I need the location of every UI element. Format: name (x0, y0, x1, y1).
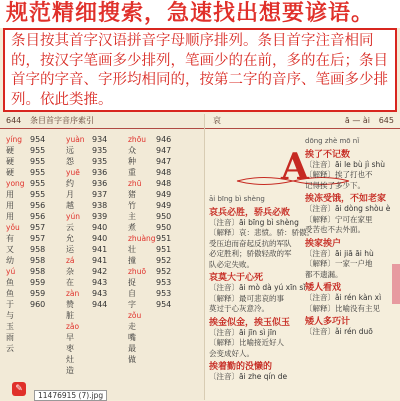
index-entry: 943 (92, 278, 108, 287)
index-entry: 于 (6, 300, 14, 309)
index-pinyin: yuē (66, 168, 80, 177)
index-entry: 越 (66, 201, 74, 210)
index-entry: 云 (66, 223, 74, 232)
index-entry: 942 (92, 267, 108, 276)
index-entry: 936 (92, 179, 108, 188)
index-pinyin: yíng (6, 135, 23, 144)
index-pinyin: zá (66, 256, 75, 265)
index-entry: 955 (30, 146, 46, 155)
left-page-number: 644 (6, 116, 22, 125)
book-spread (0, 114, 400, 400)
index-entry: 958 (30, 245, 46, 254)
index-entry: 946 (156, 135, 172, 144)
index-entry: 948 (156, 168, 172, 177)
index-entry: 954 (156, 300, 172, 309)
index-pinyin: zǎo (66, 322, 80, 331)
section-letter: A (281, 146, 309, 188)
index-entry: 早 (66, 333, 74, 342)
index-entry: 硬 (6, 157, 14, 166)
index-entry: 脏 (66, 311, 74, 320)
index-entry: 956 (30, 212, 46, 221)
index-entry: 958 (30, 256, 46, 265)
index-entry: 948 (156, 179, 172, 188)
pencil-icon: ✎ (12, 382, 26, 396)
left-page-index (0, 114, 205, 400)
index-entry: 947 (156, 157, 172, 166)
index-entry: 938 (92, 201, 108, 210)
index-entry: 934 (92, 135, 108, 144)
ordering-rules-note: 条目按其首字汉语拼音字母顺序排列。条目首字注音相同的，按汉字笔画多少排列，笔画少的在前，多的在后；条目首字的字音、字形均相同的，按第二字的音序、笔画多少排列。依此类推。 (3, 28, 397, 112)
index-entry: 最 (128, 344, 136, 353)
index-entry: 硬 (6, 168, 14, 177)
index-entry: 943 (92, 289, 108, 298)
index-entry: 重 (128, 168, 136, 177)
entry-text: 〔注音〕āi bīng bì shèng (209, 217, 299, 227)
entry-text: 〔注音〕ǎi rén kàn xì (305, 293, 382, 302)
pinyin-line: āi bīng bì shèng (209, 195, 265, 203)
index-entry: 949 (156, 190, 172, 199)
index-entry: 940 (92, 223, 108, 232)
index-pinyin: yǒu (6, 223, 20, 232)
index-entry: 956 (30, 201, 46, 210)
index-entry: 957 (30, 223, 46, 232)
index-entry: 煮 (128, 223, 136, 232)
index-entry: 鱼 (6, 278, 14, 287)
index-column (128, 134, 158, 365)
index-entry: 幼 (6, 256, 14, 265)
index-pinyin: yú (6, 267, 16, 276)
index-entry: 玉 (6, 322, 14, 331)
index-entry: 自 (128, 289, 136, 298)
index-entry: 951 (156, 245, 172, 254)
entry-text: 〔注音〕āi mò dà yú xīn sǐ (209, 283, 306, 292)
index-entry: 字 (128, 300, 136, 309)
entry-text: 受压迫而奋起反抗的军队 (209, 238, 292, 248)
index-entry: 赞 (66, 300, 74, 309)
proverb-heading: 挨家挨户 (305, 238, 342, 249)
index-entry: 众 (128, 146, 136, 155)
index-entry: 云 (6, 344, 14, 353)
entry-text: 队必定失败。 (209, 259, 254, 269)
index-entry: 猪 (128, 190, 136, 199)
index-entry: 953 (156, 278, 172, 287)
index-pinyin: zhū (128, 179, 142, 188)
index-column (30, 134, 60, 310)
index-entry: 955 (30, 168, 46, 177)
entry-text: 〔解释〕一家一户地 (305, 259, 373, 268)
entry-text: 会变成好人。 (209, 348, 254, 358)
index-entry: 958 (30, 267, 46, 276)
entry-text: 记得挨了多少下。 (305, 180, 365, 190)
index-entry: 935 (92, 157, 108, 166)
index-entry: 远 (66, 146, 74, 155)
index-pinyin: yuàn (66, 135, 85, 144)
index-entry: 952 (156, 267, 172, 276)
index-entry: 用 (6, 190, 14, 199)
index-entry: 950 (156, 212, 172, 221)
index-pinyin: zhuàng (128, 234, 156, 243)
index-entry: 鱼 (6, 289, 14, 298)
index-entry: 955 (30, 179, 46, 188)
index-entry: 在 (66, 278, 74, 287)
proverb-heading: 挨冻受饿，不如老家 (305, 194, 387, 204)
index-entry: 937 (92, 190, 108, 199)
proverb-heading: 哀莫大于心死 (209, 273, 264, 283)
index-entry: 939 (92, 212, 108, 221)
index-entry: 955 (30, 190, 46, 199)
index-entry: 捉 (128, 278, 136, 287)
index-entry: 枣 (66, 344, 74, 353)
right-page-entries (205, 114, 400, 400)
index-pinyin: zàn (66, 289, 80, 298)
index-entry: 竹 (128, 201, 136, 210)
index-entry: 955 (30, 157, 46, 166)
letter-range: ā — ài (344, 116, 370, 125)
proverb-heading: 挨了不记数 (305, 149, 351, 160)
index-entry: 954 (30, 135, 46, 144)
index-entry: 941 (92, 245, 108, 254)
entry-text: 〔注音〕āi le bù jì shù (305, 159, 386, 169)
index-entry: 959 (30, 289, 46, 298)
index-entry: 嘴 (128, 333, 136, 342)
entry-text: 〔解释〕宁可在家里 (305, 214, 373, 224)
index-pinyin: zhuō (128, 267, 147, 276)
index-entry: 936 (92, 168, 108, 177)
proverb-heading: 挨金似金，挨玉似玉 (209, 317, 291, 328)
index-pinyin: yong (6, 179, 25, 188)
filename-badge: 11476915 (7).jpg (34, 390, 107, 401)
index-entry: 杂 (66, 267, 74, 276)
index-entry: 949 (156, 201, 172, 210)
index-entry: 怨 (66, 157, 74, 166)
index-entry: 用 (6, 201, 14, 210)
index-entry: 941 (92, 256, 108, 265)
index-entry: 又 (6, 245, 14, 254)
right-running-head (205, 114, 400, 129)
entry-text: 〔注音〕ǎi rén duō (305, 327, 373, 336)
index-entry: 撞 (128, 256, 136, 265)
entry-text: 莫过于心灰意冷。 (209, 304, 269, 313)
left-running-title: 条目首字音序索引 (30, 116, 94, 125)
index-entry: 957 (30, 234, 46, 243)
index-entry: 运 (66, 245, 74, 254)
left-running-head (0, 114, 204, 129)
index-entry: 月 (66, 190, 74, 199)
pinyin-line: dōng zhè mō nǐ (305, 137, 360, 145)
index-entry: 约 (66, 179, 74, 188)
index-entry: 947 (156, 146, 172, 155)
index-entry: 959 (30, 278, 46, 287)
entry-text: 〔注音〕āi dòng shòu è (305, 204, 391, 213)
index-entry: 灶 (66, 355, 74, 364)
index-entry: 944 (92, 300, 108, 309)
index-entry: 允 (66, 234, 74, 243)
entry-text: 〔解释〕最可悲哀的事 (209, 293, 284, 303)
index-pinyin: zhōu (128, 135, 147, 144)
index-entry: 种 (128, 157, 136, 166)
index-entry: 960 (30, 300, 46, 309)
index-entry: 壮 (128, 245, 136, 254)
proverb-heading: 矮人看戏 (305, 283, 342, 293)
index-pinyin: yún (66, 212, 80, 221)
entry-text: 〔注音〕āi zhe qín de (209, 372, 288, 381)
headline-banner: 规范精细搜索，急速找出想要谚语。 (0, 0, 400, 28)
entry-text: 必定胜利；骄傲轻敌的军 (209, 249, 292, 258)
index-entry: 走 (128, 322, 136, 331)
proverb-heading: 哀兵必胜，骄兵必败 (209, 207, 291, 218)
thumb-tab (392, 264, 400, 304)
proverb-heading: 挨着勤的没懒的 (209, 362, 273, 372)
index-entry: 951 (156, 234, 172, 243)
entry-text: 〔解释〕哀：悲愤。骄：骄傲。 (209, 228, 314, 237)
entry-text: 〔注音〕āi jīn sì jīn (209, 327, 277, 337)
index-pinyin: zǒu (128, 311, 142, 320)
index-entry: 雨 (6, 333, 14, 342)
index-entry: 935 (92, 146, 108, 155)
entry-text: 都不遗漏。 (305, 269, 343, 279)
index-column (92, 134, 122, 310)
index-column (156, 134, 186, 310)
index-entry: 有 (6, 234, 14, 243)
index-entry: 主 (128, 212, 136, 221)
index-entry: 940 (92, 234, 108, 243)
entry-text: 〔解释〕比喻没有主见 (305, 303, 380, 313)
index-entry: 953 (156, 289, 172, 298)
index-entry: 做 (128, 355, 136, 364)
index-entry: 硬 (6, 146, 14, 155)
proverb-heading: 矮人多巧计 (305, 317, 351, 327)
right-page-number: 645 (378, 116, 394, 125)
index-entry: 用 (6, 212, 14, 221)
index-entry: 952 (156, 256, 172, 265)
index-entry: 与 (6, 311, 14, 320)
index-entry: 950 (156, 223, 172, 232)
entry-text: 〔注音〕āi jiā āi hù (305, 248, 374, 258)
entry-text: 受苦也不去外面。 (305, 225, 365, 234)
entry-text: 〔解释〕比喻接近好人 (209, 338, 284, 347)
index-entry: 造 (66, 366, 74, 375)
entry-text: 〔解释〕挨了打也不 (305, 170, 373, 179)
right-running-title: 哀 (213, 116, 221, 125)
